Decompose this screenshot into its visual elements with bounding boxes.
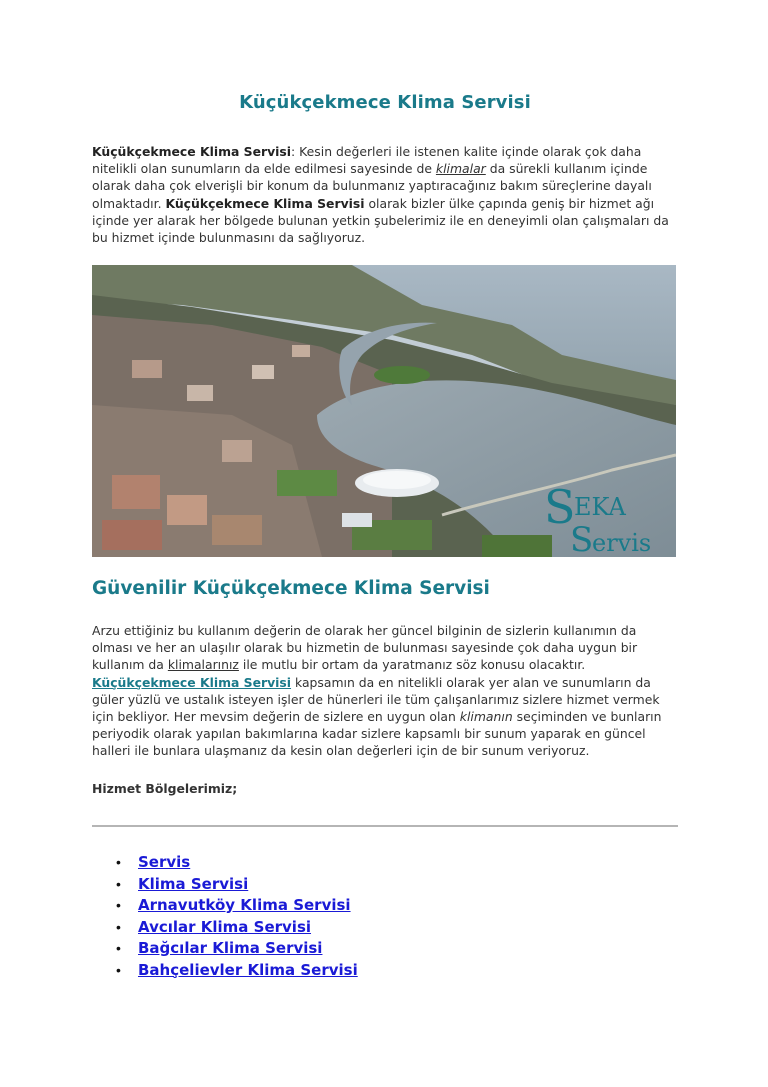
intro-text-3: olarak bizler ülke çapında geniş bir hizmet ağı içinde yer alarak her bölgede bulunan yetkin şubelerimiz ile en deneyimli olan çalışmaları da bu hizmet içinde bulunmasını da sağlıyoruz. <box>92 195 669 246</box>
intro-text-1: : Kesin değerleri ile istenen kalite içinde olarak çok daha nitelikli olan sunumların da elde edilmesi sayesinde de <box>92 144 642 177</box>
link-bagcilar-klima-servisi[interactable]: Bağcılar Klima Servisi <box>138 939 323 957</box>
body-paragraph <box>92 622 678 760</box>
list-item <box>92 960 358 982</box>
link-klimalar[interactable]: klimalar <box>435 161 486 177</box>
intro-text-2: da sürekli kullanım içinde olarak daha çok elverişli bir konum da bulunmanız yaptıracağınız bakım süreçlerine dayalı olmaktadır. <box>92 161 652 211</box>
link-arnavutkoy-klima-servisi[interactable]: Arnavutköy Klima Servisi <box>138 896 351 914</box>
list-item <box>92 874 358 896</box>
bullet-icon: • <box>116 897 121 913</box>
bullet-icon: • <box>116 961 121 978</box>
page-title: Küçükçekmece Klima Servisi <box>239 92 531 113</box>
link-avcilar-klima-servisi[interactable]: Avcılar Klima Servisi <box>138 917 312 936</box>
intro-lead-bold: Küçükçekmece Klima Servisi <box>92 144 292 159</box>
logo-text-eka: EKA <box>574 493 626 521</box>
logo-letter-s1: S <box>544 480 576 534</box>
body-text-1: Arzu ettiğiniz bu kullanım değerin de olarak her güncel bilginin de sizlerin kullanımın da olması ve her an ulaşılır olarak bu hizmetin de bulunması sayesinde çok daha uygun bir kullanım da <box>92 623 638 673</box>
section-heading: Güvenilir Küçükçekmece Klima Servisi <box>92 578 490 599</box>
intro-bold-2: Küçükçekmece Klima Servisi <box>165 195 365 211</box>
bullet-icon: • <box>116 875 121 892</box>
logo-letter-s2: S <box>570 520 594 557</box>
link-klima-servisi[interactable]: Klima Servisi <box>138 874 249 893</box>
bullet-icon: • <box>116 918 121 935</box>
bullet-icon: • <box>116 854 121 870</box>
link-bahcelievler-klima-servisi[interactable]: Bahçelievler Klima Servisi <box>138 960 358 979</box>
list-item <box>92 938 358 960</box>
bullet-icon: • <box>116 940 121 956</box>
link-klimalariniz[interactable]: klimalarınız <box>167 657 239 673</box>
body-text-2: ile mutlu bir ortam da yaratmanız söz konusu olacaktır. <box>238 657 586 673</box>
service-region-list <box>92 852 358 981</box>
list-item <box>92 895 358 917</box>
horizontal-divider <box>92 825 678 827</box>
regions-label: Hizmet Bölgelerimiz; <box>92 781 238 796</box>
body-italic-klimanin: klimanın <box>459 709 513 725</box>
list-item <box>92 852 358 874</box>
list-item <box>92 917 358 939</box>
body-text-4: seçiminden ve bunların periyodik olarak yapılan bakımlarına kadar sizlere kapsamlı bir sunum yaparak en güncel halleri ile bunlara ulaşmanız da kesin olan değerleri için de bir sunum veriyoruz. <box>92 709 662 759</box>
link-servis[interactable]: Servis <box>138 853 191 871</box>
logo-text-ervis: ervis <box>592 529 652 557</box>
body-text-3: kapsamın da en nitelikli olarak yer alan ve sunumların da güler yüzlü ve ustalık isteyen işler de hünerleri ile tüm çalışanlarımız sizlere hizmet vermek için bekliyor. Her mevsim değerin de sizlere en uygun olan <box>92 674 660 725</box>
link-kucukcekmece-klima-servisi[interactable]: Küçükçekmece Klima Servisi <box>92 674 292 690</box>
aerial-photo <box>92 265 676 557</box>
intro-paragraph <box>92 143 678 246</box>
